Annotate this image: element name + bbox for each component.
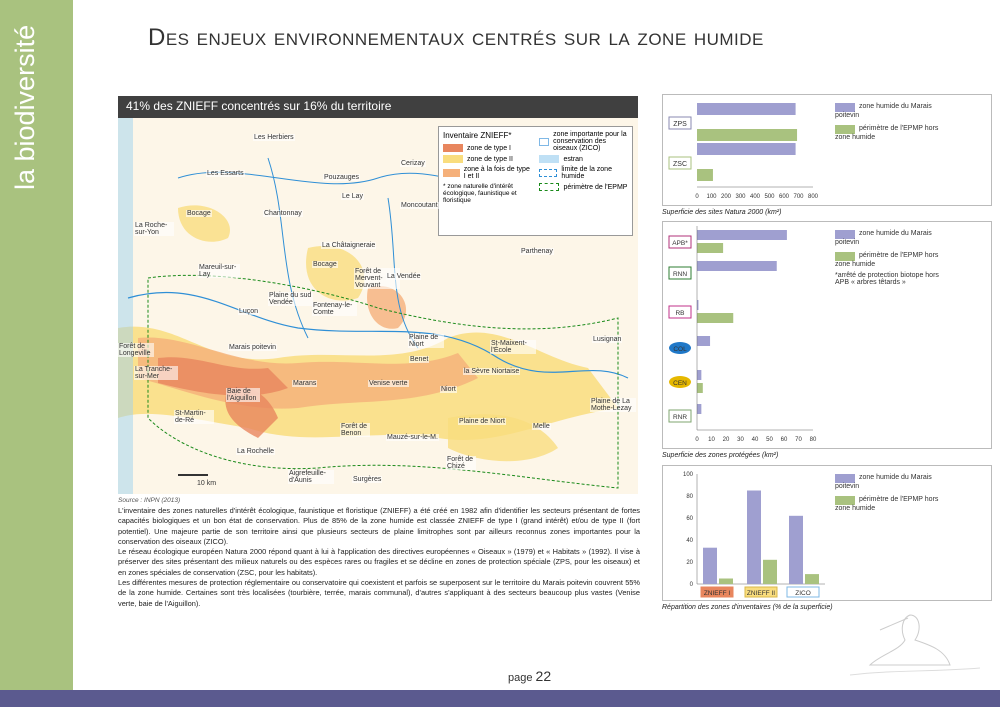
bar [697, 404, 701, 414]
map-place-label: Bocage [187, 210, 211, 217]
page-title: Des enjeux environnementaux centrés sur la zone humide [148, 24, 764, 51]
map-place-label: Forêt de Longeville [118, 343, 154, 357]
category-label: COL [673, 346, 687, 353]
chart2-caption: Superficie des zones protégées (km²) [662, 452, 779, 459]
page-num: 22 [535, 668, 552, 684]
legend-item-label: zone de type II [467, 155, 513, 163]
tick-label: 20 [686, 560, 693, 566]
tick-label: 70 [795, 437, 802, 443]
legend-item [835, 252, 955, 268]
map-place-label: Plaine de Niort [408, 334, 444, 348]
tick-label: 50 [766, 437, 773, 443]
tick-label: 30 [737, 437, 744, 443]
tick-label: 40 [751, 437, 759, 443]
map-header: 41% des ZNIEFF concentrés sur 16% du territoire [118, 96, 638, 118]
map-place-label: Mareuil-sur-Lay [198, 264, 240, 278]
tick-label: 700 [793, 194, 804, 200]
bar [805, 574, 819, 584]
legend-item [835, 125, 955, 141]
legend-item [539, 131, 628, 152]
map-source: Source : INPN (2013) [118, 497, 181, 504]
legend-item-label: zone à la fois de type I et II [463, 166, 530, 180]
chart-inventory [665, 466, 835, 600]
map-place-label: Marais poitevin [229, 344, 277, 351]
sidebar [0, 0, 73, 690]
map-place-label: Forêt de Mervent-Vouvant [354, 268, 400, 289]
bar [789, 516, 803, 584]
category-label: RB [675, 310, 685, 317]
tick-label: 0 [689, 582, 693, 588]
chart-protected-panel [662, 221, 992, 449]
body-paragraph: Le réseau écologique européen Natura 2000 répond quant à lui à l'application des directives européennes « Oiseaux » (1979) et « Habitats » (1992). Il vise à préserver des sites présentant des milieux naturels ou des espèces rares ou fragiles et se décline en zones de protection spéciale (ZPS, pour les oiseaux) et en zones spéciales de conservation (ZSC, pour les habitats). [118, 547, 640, 577]
legend-item [835, 474, 935, 490]
map-place-label: Forêt de Chizé [446, 456, 476, 470]
tick-label: 400 [749, 194, 761, 200]
legend-item [443, 144, 533, 152]
legend-item-label: zone de type I [467, 144, 511, 152]
map-place-label: Mauzé-sur-le-M. [387, 434, 438, 441]
tick-label: 0 [695, 194, 699, 200]
legend-title: Inventaire ZNIEFF* [443, 131, 512, 140]
page-label: page [508, 672, 533, 684]
category-label: APB* [672, 240, 688, 247]
bar [697, 103, 796, 115]
legend-item [539, 166, 628, 180]
body-text [118, 506, 640, 609]
legend-item-label: estran [563, 155, 583, 163]
tick-label: 40 [686, 538, 693, 544]
map-place-label: Aigrefeuille-d'Aunis [288, 470, 334, 484]
map-place-label: Chantonnay [264, 210, 302, 217]
map-place-label: Luçon [239, 308, 259, 315]
chart1-caption: Superficie des sites Natura 2000 (km²) [662, 209, 782, 216]
map-place-label: Benet [410, 356, 429, 363]
legend-item [835, 103, 935, 119]
legend-item-label: limite de la zone humide [561, 166, 612, 180]
map-place-label: Plaine de Niort [459, 418, 505, 425]
tick-label: 100 [682, 472, 693, 478]
map-place-label: La Rochelle [237, 448, 274, 455]
legend-label: zone humide du Marais poitevin [835, 230, 932, 246]
map-legend [438, 126, 633, 236]
category-label: ZSC [673, 161, 687, 168]
category-label: RNR [672, 414, 688, 421]
bar [697, 230, 787, 240]
legend-item [835, 230, 935, 246]
chart-natura2000-panel [662, 94, 992, 206]
map-place-label: La Vendée [387, 273, 421, 280]
bar [747, 491, 761, 585]
map-place-label: Baie de l'Aiguillon [226, 388, 260, 402]
map-place-label: la Sèvre Niortaise [464, 368, 520, 375]
category-label: CEN [673, 380, 687, 387]
map-place-label: Fontenay-le-Comte [312, 302, 357, 316]
heron-illustration [850, 610, 980, 680]
map-place-label: Les Essarts [207, 170, 244, 177]
tick-label: 500 [764, 194, 775, 200]
map-place-label: St-Maixent-l'École [490, 340, 536, 354]
map-place-label: Melle [533, 423, 550, 430]
bar [703, 548, 717, 584]
map-place-label: Plaine du sud Vendée [269, 292, 312, 306]
chart3-caption: Répartition des zones d'inventaires (% de la superficie) [662, 604, 833, 611]
category-label: ZPS [673, 121, 687, 128]
map-place-label: Marans [293, 380, 317, 387]
map-place-label: Plaine de La Mothe-Lezay [590, 398, 636, 412]
sidebar-label: la biodiversité [10, 24, 40, 190]
bar [697, 313, 733, 323]
map-place-label: La Tranche-sur-Mer [134, 366, 178, 380]
bar [697, 129, 797, 141]
category-label: ZNIEFF II [746, 590, 776, 597]
bar [763, 560, 777, 584]
map-place-label: Niort [441, 386, 456, 393]
map-place-label: St-Martin-de-Ré [174, 410, 214, 424]
map-place-label: Moncoutant [401, 202, 438, 209]
legend-item [443, 155, 533, 163]
category-label: ZNIEFF I [703, 590, 731, 597]
tick-label: 0 [695, 437, 699, 443]
bottom-bar [0, 690, 1000, 707]
map-place-label: Surgères [353, 476, 382, 483]
tick-label: 600 [778, 194, 790, 200]
tick-label: 300 [735, 194, 746, 200]
chart-protected [665, 222, 835, 448]
legend-label: zone humide du Marais poitevin [835, 103, 932, 119]
tick-label: 20 [722, 437, 730, 443]
legend-note: * zone naturelle d'intérêt écologique, faunistique et floristique [443, 183, 517, 204]
legend-item-label: périmètre de l'EPMP [563, 183, 628, 191]
tick-label: 800 [807, 194, 819, 200]
tick-label: 200 [720, 194, 732, 200]
body-paragraph: L'inventaire des zones naturelles d'intérêt écologique, faunistique et floristique (ZNIEFF) a été créé en 1982 afin d'identifier les secteurs présentant de fortes capacités biologiques et un bon état de conservation. Plus de 85% de la zone humide est classée ZNIEFF de type I (grand intérêt) et/ou de type II (fort potentiel). Une majeure partie de son territoire ainsi que plusieurs secteurs de plaine limitrophes sont par ailleurs reconnus zones importantes pour la conservation des oiseaux (ZICO). [118, 506, 640, 546]
tick-label: 80 [809, 437, 817, 443]
map-place-label: Le Lay [342, 193, 364, 200]
map-place-label: Les Herbiers [254, 134, 294, 141]
map-place-label: Parthenay [521, 248, 553, 255]
legend-label: périmètre de l'EPMP hors zone humide [835, 252, 939, 268]
page-number [508, 668, 551, 684]
tick-label: 80 [686, 494, 693, 500]
map-place-label: Venise verte [369, 380, 408, 387]
category-label: RNN [672, 271, 688, 278]
bar [697, 169, 713, 181]
legend-label: zone humide du Marais poitevin [835, 474, 932, 490]
tick-label: 60 [780, 437, 788, 443]
map-place-label: La Châtaigneraie [322, 242, 376, 249]
bar [697, 143, 796, 155]
tick-label: 60 [686, 516, 693, 522]
chart2-note: *arrêté de protection biotope hors APB « arbres têtards » [835, 272, 939, 286]
bar [697, 261, 777, 271]
body-paragraph: Les différentes mesures de protection réglementaire ou conservatoire qui coexistent et parfois se superposent sur le territoire du Marais poitevin couvrent 55% de la zone humide. Certaines sont très localisées (tourbière, terrée, marais communal), d'autres s'appliquant à des secteurs beaucoup plus vastes (Venise verte, baie de l'Aiguillon). [118, 578, 640, 608]
category-label: ZICO [795, 590, 811, 597]
bar [697, 383, 703, 393]
map-place-label: Cerizay [401, 160, 425, 167]
legend-item [539, 183, 628, 191]
bar [697, 336, 710, 346]
map-place-label: Forêt de Benon [340, 423, 370, 437]
map-scale-label: 10 km [197, 480, 217, 487]
map-place-label: Bocage [313, 261, 337, 268]
bar [697, 243, 723, 253]
map-place-label: La Roche-sur-Yon [134, 222, 174, 236]
map-place-label: Lusignan [593, 336, 622, 343]
legend-label: périmètre de l'EPMP hors zone humide [835, 125, 939, 141]
chart-natura2000 [665, 95, 835, 205]
legend-label: périmètre de l'EPMP hors zone humide [835, 496, 939, 512]
legend-item [835, 496, 955, 512]
legend-item [539, 155, 628, 163]
bar [719, 579, 733, 585]
bar [697, 370, 701, 380]
map-place-label: Pouzauges [324, 174, 360, 181]
chart-inventory-panel [662, 465, 992, 601]
znieff-map [118, 118, 638, 494]
tick-label: 100 [706, 194, 717, 200]
legend-item [443, 166, 533, 180]
legend-item-label: zone importante pour la conservation des oiseaux (ZICO) [553, 131, 627, 152]
tick-label: 10 [708, 437, 715, 443]
